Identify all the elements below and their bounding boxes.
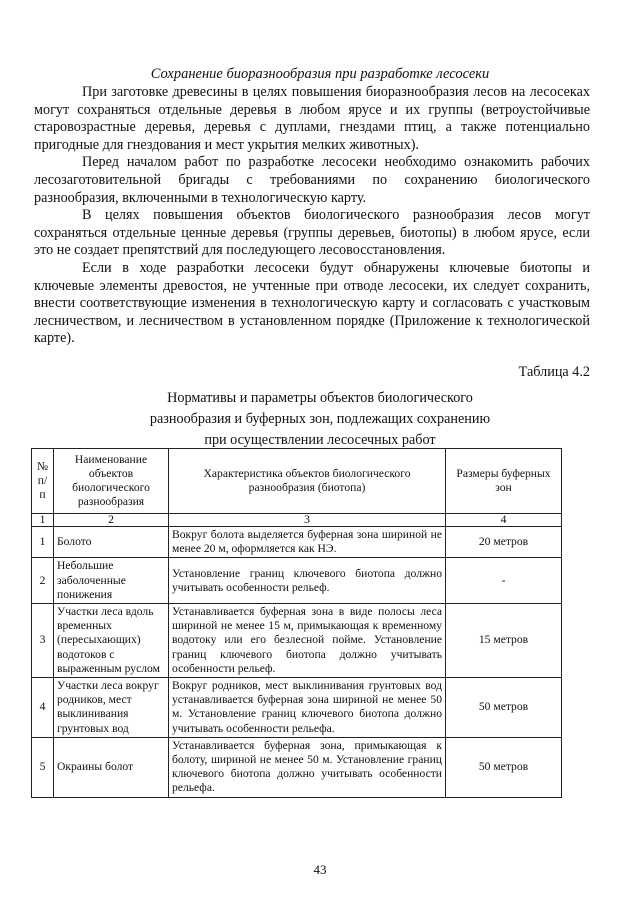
- column-number: 3: [169, 514, 446, 527]
- cell-buffer: 50 метров: [446, 678, 562, 738]
- cell-desc: Установление границ ключевого биотопа должно учитывать особенности рельеф.: [169, 558, 446, 604]
- table-title-line: Нормативы и параметры объектов биологического: [167, 390, 473, 406]
- section-heading: Сохранение биоразнообразия при разработке лесосеки: [150, 66, 490, 82]
- norms-table: [31, 448, 562, 798]
- column-number: 1: [32, 514, 54, 527]
- paragraph: В целях повышения объектов биологического разнообразия лесов могут сохраняться отдельные ценные деревья (группы деревьев, биотопы) в любом ярусе, если это не создает препятствий для последующего лесовосстановления.: [34, 207, 590, 259]
- cell-num: 2: [32, 558, 54, 604]
- table-header-row: [32, 449, 562, 514]
- table-row: [32, 678, 562, 738]
- column-number: 2: [54, 514, 169, 527]
- cell-desc: Устанавливается буферная зона в виде полосы леса шириной не менее 15 м, примыкающая к временному водотоку или его безлесной пойме. Установление границ ключевого биотопа должно учитывать особенности рельеф.: [169, 604, 446, 678]
- page-number: 43: [313, 862, 327, 877]
- cell-name: Участки леса вокруг родников, мест выклинивания грунтовых вод: [54, 678, 169, 738]
- cell-num: 3: [32, 604, 54, 678]
- header-name: Наименование объектов биологического разнообразия: [54, 449, 169, 514]
- body-text: [34, 84, 590, 348]
- paragraph: Если в ходе разработки лесосеки будут обнаружены ключевые биотопы и ключевые элементы древостоя, не учтенные при отводе лесосеки, их следует сохранить, внести соответствующие изменения в технологическую карту и согласовать с участковым лесничеством, и лесничеством в установленном порядке (Приложение к технологической карте).: [34, 259, 590, 347]
- cell-buffer: 50 метров: [446, 737, 562, 797]
- header-num: № п/п: [32, 449, 54, 514]
- cell-name: Небольшие заболоченные понижения: [54, 558, 169, 604]
- cell-name: Болото: [54, 527, 169, 558]
- cell-name: Участки леса вдоль временных (пересыхающих) водотоков с выраженным руслом: [54, 604, 169, 678]
- column-number-row: [32, 514, 562, 527]
- table-number: Таблица 4.2: [518, 364, 590, 380]
- table-title-line: при осуществлении лесосечных работ: [204, 432, 436, 448]
- table-row: [32, 527, 562, 558]
- cell-num: 5: [32, 737, 54, 797]
- cell-num: 1: [32, 527, 54, 558]
- cell-buffer: -: [446, 558, 562, 604]
- header-desc: Характеристика объектов биологического разнообразия (биотопа): [169, 449, 446, 514]
- cell-buffer: 20 метров: [446, 527, 562, 558]
- cell-desc: Вокруг болота выделяется буферная зона шириной не менее 20 м, оформляется как НЭ.: [169, 527, 446, 558]
- header-buffer: Размеры буферных зон: [446, 449, 562, 514]
- table-row: [32, 737, 562, 797]
- cell-num: 4: [32, 678, 54, 738]
- paragraph: Перед началом работ по разработке лесосеки необходимо ознакомить рабочих лесозаготовительной бригады с требованиями по сохранению биологического разнообразия, включенными в технологическую карту.: [34, 154, 590, 206]
- table-row: [32, 558, 562, 604]
- cell-name: Окраины болот: [54, 737, 169, 797]
- cell-buffer: 15 метров: [446, 604, 562, 678]
- table-title: [0, 388, 640, 451]
- table-row: [32, 604, 562, 678]
- cell-desc: Устанавливается буферная зона, примыкающая к болоту, шириной не менее 50 м. Установление границ ключевого биотопа должно учитывать особенности рельефа.: [169, 737, 446, 797]
- paragraph: При заготовке древесины в целях повышения биоразнообразия лесов на лесосеках могут сохраняться отдельные деревья в любом ярусе и их группы (ветроустойчивые старовозрастные деревья, деревья с дуплами, гнездами птиц, а также потенциально пригодные для гнездования и мест укрытия мелких животных).: [34, 84, 590, 153]
- table-title-line: разнообразия и буферных зон, подлежащих сохранению: [149, 411, 491, 427]
- column-number: 4: [446, 514, 562, 527]
- cell-desc: Вокруг родников, мест выклинивания грунтовых вод устанавливается буферная зона шириной не менее 50 м. Установление границ ключевого биотопа должно учитывать особенности рельефа.: [169, 678, 446, 738]
